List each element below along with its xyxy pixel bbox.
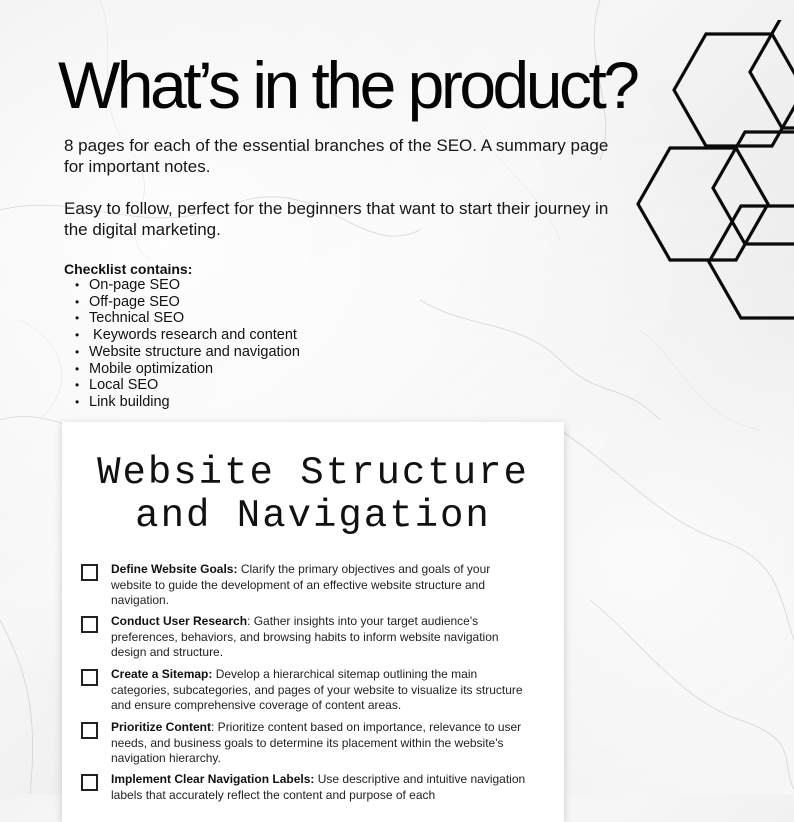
task-checkbox[interactable] [81,564,98,581]
checklist-item: • Mobile optimization [72,361,300,378]
checklist-item: • Keywords research and content [72,327,300,344]
task-checkbox[interactable] [81,722,98,739]
preview-page-title [62,452,564,538]
preview-title-line-2: and Navigation [135,494,491,538]
checklist-item: • Website structure and navigation [72,344,300,361]
hexagon-shape [709,206,794,318]
checklist-heading: Checklist contains: [64,261,193,277]
task-text [111,614,531,661]
intro-paragraph-1: 8 pages for each of the essential branches of the SEO. A summary page for important notes. [64,136,609,176]
task-label: Create a Sitemap: [111,667,213,681]
task-checkbox[interactable] [81,774,98,791]
task-text [111,562,531,609]
task-description: Use descriptive and intuitive navigation labels that accurately reflect the content and purpose of each [111,772,526,802]
checklist-item: • Off-page SEO [72,294,300,311]
preview-title-line-1: Website Structure [97,451,529,495]
hexagon-shape [750,20,794,128]
task-checkbox[interactable] [81,616,98,633]
task-label: Prioritize Content [111,720,212,734]
task-text [111,720,531,767]
task-text [111,667,531,714]
intro-paragraph-2: Easy to follow, perfect for the beginners that want to start their journey in the digital marketing. [64,199,609,239]
hexagon-decoration [630,20,794,330]
checklist [72,277,300,411]
checklist-item: • Local SEO [72,377,300,394]
page-heading: What’s in the product? [58,48,637,122]
task-label: Conduct User Research [111,614,248,628]
task-text [111,772,531,803]
checklist-preview-page [62,422,564,822]
task-checkbox[interactable] [81,669,98,686]
task-description: Clarify the primary objectives and goals of your website to guide the development of an effective website structure and navigation. [111,562,491,607]
task-description: Develop a hierarchical sitemap outlining the main categories, subcategories, and pages of your website to visualize its structure and ensure comprehensive coverage of content areas. [111,667,523,712]
task-label: Define Website Goals: [111,562,238,576]
hexagon-shape [674,34,794,146]
checklist-item: • Link building [72,394,300,411]
checklist-item: • Technical SEO [72,310,300,327]
task-label: Implement Clear Navigation Labels: [111,772,315,786]
task-description: : Prioritize content based on importance, relevance to user needs, and business goals to determine its placement within the website's navigation hierarchy. [111,720,522,765]
task-description: : Gather insights into your target audience's preferences, behaviors, and browsing habits to inform website navigation design and structure. [111,614,499,659]
checklist-item: • On-page SEO [72,277,300,294]
